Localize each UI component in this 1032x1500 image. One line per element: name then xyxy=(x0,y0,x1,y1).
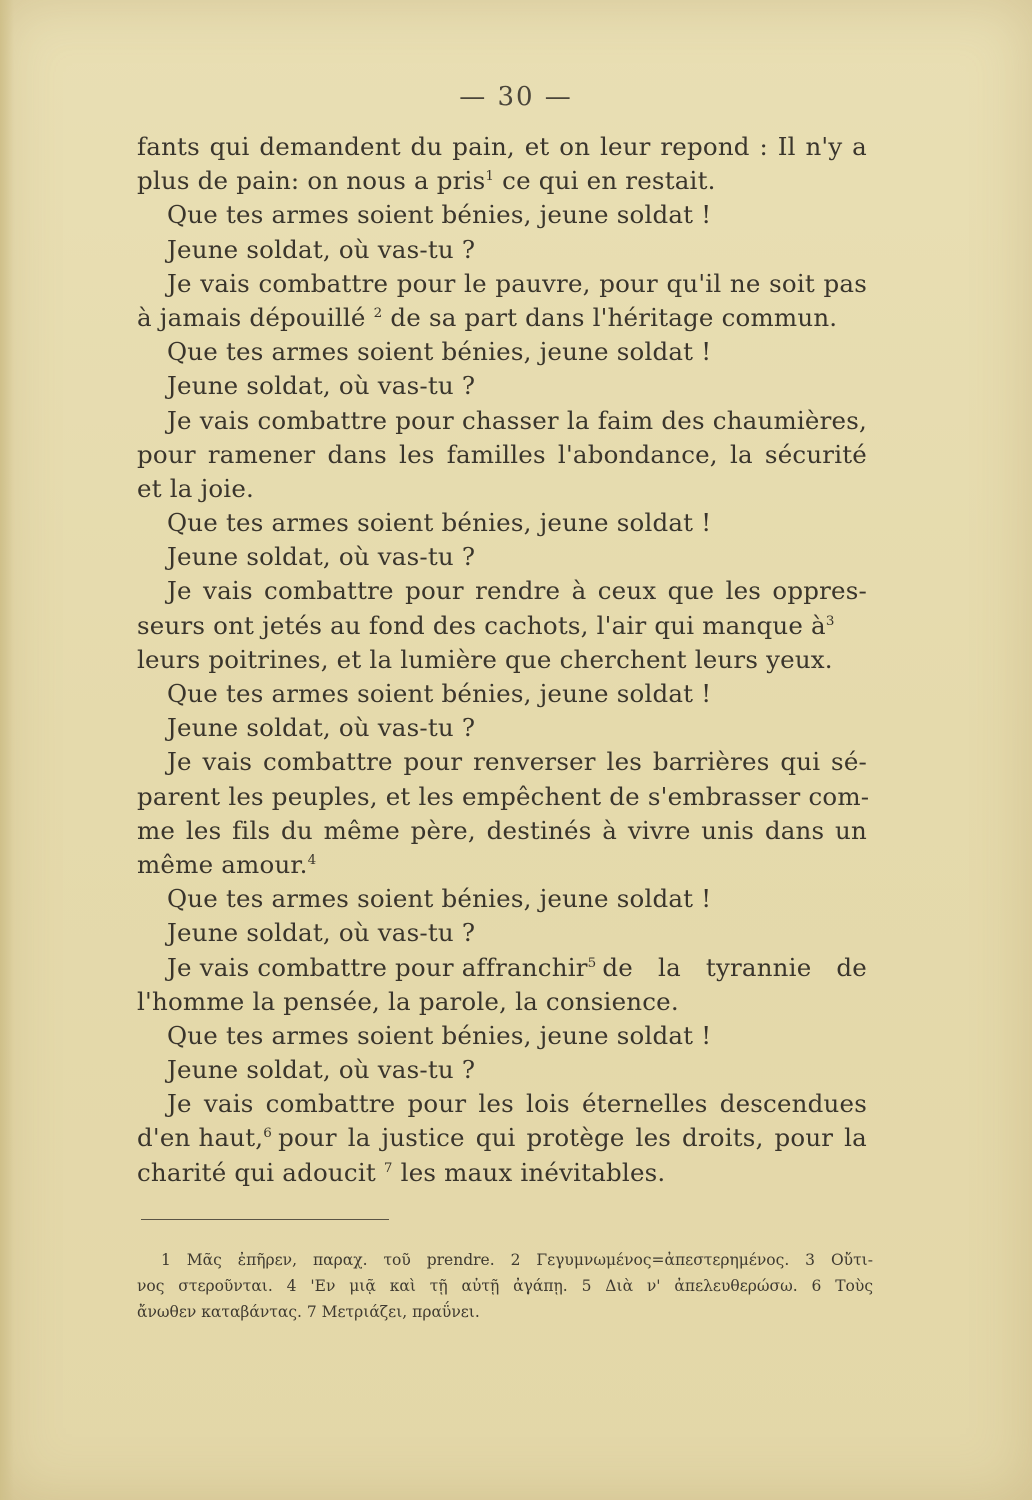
text-line xyxy=(137,711,867,745)
line-text: et la joie. xyxy=(137,473,255,503)
line-text: Je vais combattre pour rendre à ceux que les oppres- xyxy=(167,576,867,606)
footnote-marker: 7 xyxy=(383,1159,393,1176)
footnote-line xyxy=(137,1247,873,1273)
line-text: pour ramener dans les familles l'abondance, la sécurité xyxy=(137,439,867,469)
refrain-line: Que tes armes soient bénies, jeune soldat ! xyxy=(167,200,712,230)
text-line xyxy=(137,404,867,438)
text-line xyxy=(137,985,867,1019)
footnote-marker: 5 xyxy=(587,954,597,971)
text-line xyxy=(137,506,867,540)
line-text: pour la justice qui protège les droits, pour la xyxy=(278,1123,867,1153)
refrain-line: Que tes armes soient bénies, jeune soldat ! xyxy=(167,884,712,914)
line-text: me les fils du même père, destinés à vivre unis dans un xyxy=(137,815,867,845)
text-line xyxy=(137,643,867,677)
text-line xyxy=(137,1087,867,1121)
footnote-marker: 3 xyxy=(825,612,835,629)
line-text: leurs poitrines, et la lumière que cherchent leurs yeux. xyxy=(137,644,833,674)
line-text: Je vais combattre pour renverser les barrières qui sé- xyxy=(167,747,867,777)
text-line xyxy=(137,574,867,608)
text-line xyxy=(137,233,867,267)
text-line xyxy=(137,1156,867,1190)
footnote-text: ἄνωθεν καταβάντας. 7 Μετριάζει, πραΰνει. xyxy=(137,1303,480,1321)
question-line: Jeune soldat, où vas-tu ? xyxy=(167,371,476,401)
footnote-text: 1 Μᾶς ἐπῆρεν, παραχ. τοῦ prendre. 2 Γεγυμνωμένος=ἀπεστερημένος. 3 Οὔτι- xyxy=(161,1251,873,1269)
page-edge-shadow xyxy=(0,0,14,1500)
line-text: de sa part dans l'héritage commun. xyxy=(382,302,838,332)
line-text: plus de pain: on nous a pris xyxy=(137,166,486,196)
refrain-line: Que tes armes soient bénies, jeune soldat ! xyxy=(167,679,712,708)
text-line xyxy=(137,677,867,711)
text-line xyxy=(137,540,867,574)
line-text: d'en haut,$^6$ xyxy=(137,1123,273,1153)
refrain-line: Que tes armes soient bénies, jeune soldat ! xyxy=(167,508,712,538)
text-line xyxy=(137,198,867,232)
text-line xyxy=(137,609,867,643)
footnote-line xyxy=(137,1273,873,1299)
text-line xyxy=(137,780,870,814)
text-line xyxy=(137,1019,867,1053)
text-line xyxy=(137,1053,867,1087)
line-text: à jamais dépouillé xyxy=(137,302,374,332)
text-line xyxy=(137,438,867,472)
question-line: Jeune soldat, où vas-tu ? xyxy=(167,234,476,264)
line-text: l'homme la pensée, la parole, la consience. xyxy=(137,986,679,1016)
line-text: Je vais combattre pour affranchir$^5$ xyxy=(167,952,597,982)
line-text: de la tyrannie de xyxy=(602,952,867,982)
text-line xyxy=(137,369,867,403)
line-text: même amour. xyxy=(137,849,308,879)
text-line xyxy=(137,814,867,848)
text-line xyxy=(137,1121,867,1155)
footnote-marker: 2 xyxy=(373,304,383,321)
text-line xyxy=(137,951,867,985)
footnote-marker: 4 xyxy=(307,851,317,868)
line-text: ce qui en restait. xyxy=(494,166,716,196)
line-text: charité qui adoucit xyxy=(137,1157,384,1187)
page-number: — 30 — xyxy=(459,82,573,112)
footnote-text: νος στεροῦνται. 4 'Εν μιᾷ καὶ τῇ αὐτῇ ἀγάπῃ. 5 Διὰ ν' ἀπελευθερώσω. 6 Τοὺς xyxy=(137,1277,873,1295)
line-text: parent les peuples, et les empêchent de s'embrasser com- xyxy=(137,781,870,811)
text-line xyxy=(137,745,867,779)
text-line xyxy=(137,472,867,506)
text-line xyxy=(137,130,867,164)
text-line xyxy=(137,882,867,916)
line-text: Je vais combattre pour le pauvre, pour qu'il ne soit pas xyxy=(167,268,867,298)
text-line xyxy=(137,335,867,369)
line-text: Je vais combattre pour les lois éternelles descendues xyxy=(167,1089,867,1119)
question-line: Jeune soldat, où vas-tu ? xyxy=(167,542,476,572)
text-line xyxy=(137,301,867,335)
footnotes xyxy=(137,1247,873,1325)
body-text xyxy=(137,130,870,1190)
line-text: seurs ont jetés au fond des cachots, l'air qui manque à xyxy=(137,610,826,640)
question-line: Jeune soldat, où vas-tu ? xyxy=(167,918,476,948)
question-line: Jeune soldat, où vas-tu ? xyxy=(167,1055,476,1085)
footnote-line xyxy=(137,1299,873,1325)
refrain-line: Que tes armes soient bénies, jeune soldat ! xyxy=(167,337,712,367)
footnote-marker: 1 xyxy=(485,168,495,185)
line-text: Je vais combattre pour chasser la faim des chaumières, xyxy=(167,405,867,435)
footnote-divider xyxy=(141,1219,389,1220)
text-line xyxy=(137,267,867,301)
line-text: les maux inévitables. xyxy=(392,1157,666,1187)
text-line xyxy=(137,916,867,950)
question-line: Jeune soldat, où vas-tu ? xyxy=(167,713,476,743)
text-line xyxy=(137,848,867,882)
footnote-marker: 6 xyxy=(263,1125,273,1142)
text-line xyxy=(137,164,867,198)
line-text: fants qui demandent du pain, et on leur repond : Il n'y a xyxy=(137,132,867,161)
refrain-line: Que tes armes soient bénies, jeune soldat ! xyxy=(167,1020,712,1050)
